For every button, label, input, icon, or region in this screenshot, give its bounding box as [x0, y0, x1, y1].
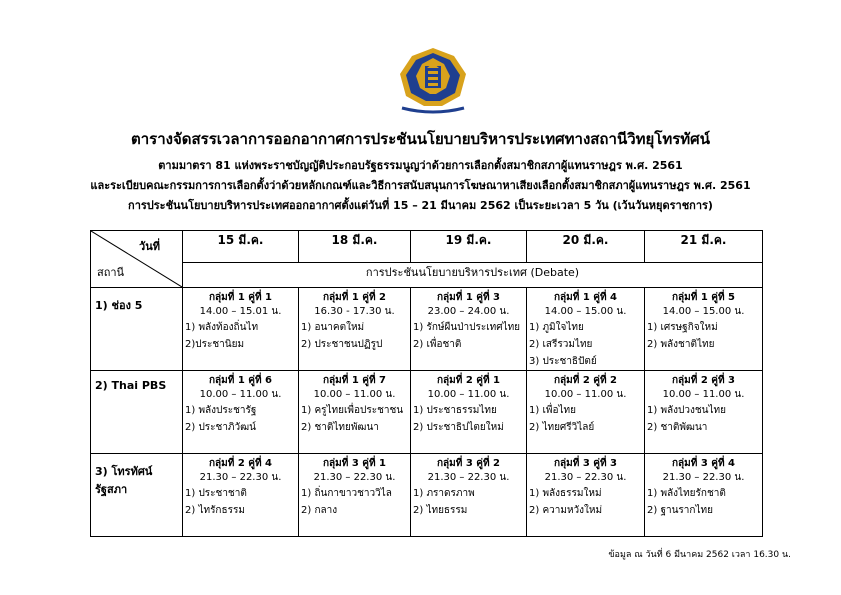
party-name: 2) ประชาภิวัฒน์: [185, 422, 257, 433]
time-slot: 21.30 – 22.30 น.: [544, 472, 627, 483]
time-slot: 14.00 – 15.00 น.: [544, 306, 627, 317]
corner-header-cell: [91, 231, 183, 288]
party-name: 2) ฐานรากไทย: [647, 505, 713, 516]
group-pair: กลุ่มที่ 1 คู่ที่ 5: [671, 292, 735, 303]
station-name: 1) ช่อง 5: [91, 288, 183, 371]
schedule-cell: [645, 454, 763, 537]
party-name: 1) ประชาธรรมไทย: [413, 405, 497, 416]
party-name: 1) ภราดรภาพ: [413, 488, 475, 499]
schedule-cell: [183, 371, 299, 454]
party-name: 1) ประชาชาติ: [185, 488, 247, 499]
group-pair: กลุ่มที่ 1 คู่ที่ 6: [208, 375, 272, 386]
party-name: 2) ชาติไทยพัฒนา: [301, 422, 379, 433]
schedule-cell: [299, 454, 411, 537]
party-name: 2) เสรีรวมไทย: [529, 339, 593, 350]
station-name: 2) Thai PBS: [91, 371, 183, 454]
party-name: 1) อนาคตใหม่: [301, 322, 365, 333]
group-pair: กลุ่มที่ 3 คู่ที่ 4: [671, 458, 735, 469]
group-pair: กลุ่มที่ 1 คู่ที่ 3: [436, 292, 500, 303]
schedule-cell: [645, 371, 763, 454]
group-pair: กลุ่มที่ 1 คู่ที่ 7: [322, 375, 386, 386]
table-row: [91, 454, 763, 537]
schedule-cell: [527, 288, 645, 371]
group-pair: กลุ่มที่ 2 คู่ที่ 3: [671, 375, 735, 386]
day-header: 20 มี.ค.: [527, 231, 645, 263]
day-header: 19 มี.ค.: [411, 231, 527, 263]
group-pair: กลุ่มที่ 3 คู่ที่ 2: [436, 458, 500, 469]
schedule-cell: [411, 288, 527, 371]
party-name: 1) เพื่อไทย: [529, 405, 576, 416]
corner-station-label: สถานี: [97, 266, 125, 279]
group-pair: กลุ่มที่ 3 คู่ที่ 1: [322, 458, 386, 469]
group-pair: กลุ่มที่ 2 คู่ที่ 4: [208, 458, 272, 469]
party-name: 1) พลังปวงชนไทย: [647, 405, 726, 416]
party-name: 2) ประชาชนปฏิรูป: [301, 339, 383, 350]
party-name: 2) ไทรักธรรม: [185, 505, 245, 516]
time-slot: 21.30 – 22.30 น.: [199, 472, 282, 483]
group-pair: กลุ่มที่ 3 คู่ที่ 3: [553, 458, 617, 469]
schedule-cell: [411, 371, 527, 454]
group-pair: กลุ่มที่ 1 คู่ที่ 1: [208, 292, 272, 303]
time-slot: 10.00 – 11.00 น.: [199, 389, 282, 400]
day-header: 15 มี.ค.: [183, 231, 299, 263]
emblem-logo: [392, 46, 474, 116]
time-slot: 14.00 – 15.01 น.: [199, 306, 282, 317]
party-name: 1) เศรษฐกิจใหม่: [647, 322, 718, 333]
corner-day-label: วันที่: [139, 240, 160, 253]
subtitle-line-3: การประชันนโยบายบริหารประเทศออกอากาศตั้งแต่วันที่ 15 – 21 มีนาคม 2562 เป็นระยะเวลา 5 วัน (เว้นวันหยุดราชการ): [128, 199, 713, 212]
debate-label: การประชันนโยบายบริหารประเทศ (Debate): [183, 262, 763, 287]
party-name: 2) ความหวังใหม่: [529, 505, 603, 516]
party-name: 2) ประชาธิปไตยใหม่: [413, 422, 504, 433]
time-slot: 21.30 – 22.30 น.: [313, 472, 396, 483]
table-row: [91, 288, 763, 371]
time-slot: 21.30 – 22.30 น.: [662, 472, 745, 483]
party-name: 3) ประชาธิปัตย์: [529, 356, 597, 367]
time-slot: 14.00 – 15.00 น.: [662, 306, 745, 317]
subtitle-line-2: และระเบียบคณะกรรมการการเลือกตั้งว่าด้วยหลักเกณฑ์และวิธีการสนับสนุนการโฆษณาหาเสียงเลือกตั้งสมาชิกสภาผู้แทนราษฎร พ.ศ. 2561: [90, 179, 751, 192]
party-name: 1) ภูมิใจไทย: [529, 322, 584, 333]
time-slot: 10.00 – 11.00 น.: [544, 389, 627, 400]
time-slot: 10.00 – 11.00 น.: [662, 389, 745, 400]
schedule-cell: [299, 371, 411, 454]
time-slot: 21.30 – 22.30 น.: [427, 472, 510, 483]
schedule-cell: [299, 288, 411, 371]
schedule-cell: [183, 454, 299, 537]
time-slot: 10.00 – 11.00 น.: [313, 389, 396, 400]
time-slot: 16.30 - 17.30 น.: [314, 306, 395, 317]
day-header: 21 มี.ค.: [645, 231, 763, 263]
party-name: 2) ไทยศรีวิไลย์: [529, 422, 595, 433]
schedule-cell: [527, 371, 645, 454]
party-name: 1) ครูไทยเพื่อประชาชน: [301, 405, 404, 416]
party-name: 2) เพื่อชาติ: [413, 339, 462, 350]
day-header: 18 มี.ค.: [299, 231, 411, 263]
data-as-of-note: ข้อมูล ณ วันที่ 6 มีนาคม 2562 เวลา 16.30 น.: [608, 550, 791, 560]
time-slot: 23.00 – 24.00 น.: [427, 306, 510, 317]
subtitle-line-1: ตามมาตรา 81 แห่งพระราชบัญญัติประกอบรัฐธรรมนูญว่าด้วยการเลือกตั้งสมาชิกสภาผู้แทนราษฎร พ.ศ. 2561: [158, 159, 683, 172]
group-pair: กลุ่มที่ 1 คู่ที่ 2: [322, 292, 386, 303]
group-pair: กลุ่มที่ 1 คู่ที่ 4: [553, 292, 617, 303]
party-name: 2) พลังชาติไทย: [647, 339, 715, 350]
party-name: 1) พลังประชารัฐ: [185, 405, 257, 416]
table-row: [91, 371, 763, 454]
schedule-table: [90, 230, 763, 537]
party-name: 2) ไทยธรรม: [413, 505, 468, 516]
schedule-cell: [645, 288, 763, 371]
party-name: 1) พลังไทยรักชาติ: [647, 488, 726, 499]
party-name: 1) รักษ์ผืนป่าประเทศไทย: [413, 322, 521, 333]
schedule-cell: [411, 454, 527, 537]
station-name: 3) โทรทัศน์รัฐสภา: [91, 454, 183, 537]
party-name: 1) พลังธรรมใหม่: [529, 488, 602, 499]
party-name: 1) ถิ่นกาขาวชาววิไล: [301, 488, 392, 499]
schedule-cell: [527, 454, 645, 537]
party-name: 2) กลาง: [301, 505, 338, 516]
party-name: 2)ประชานิยม: [185, 339, 245, 350]
schedule-cell: [183, 288, 299, 371]
group-pair: กลุ่มที่ 2 คู่ที่ 2: [553, 375, 617, 386]
page-title: ตารางจัดสรรเวลาการออกอากาศการประชันนโยบายบริหารประเทศทางสถานีวิทยุโทรทัศน์: [131, 130, 710, 148]
party-name: 2) ชาติพัฒนา: [647, 422, 708, 433]
group-pair: กลุ่มที่ 2 คู่ที่ 1: [436, 375, 500, 386]
party-name: 1) พลังท้องถิ่นไท: [185, 322, 259, 333]
time-slot: 10.00 – 11.00 น.: [427, 389, 510, 400]
